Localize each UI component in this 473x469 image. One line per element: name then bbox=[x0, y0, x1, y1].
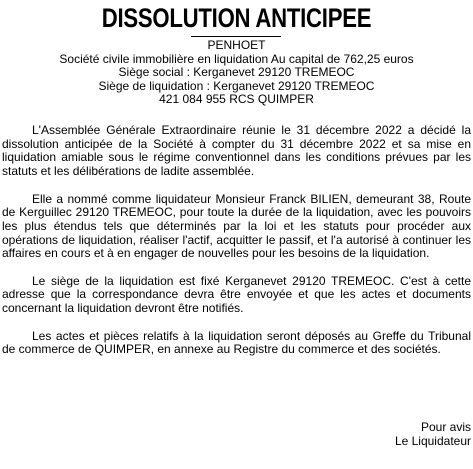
paragraph-dissolution: L'Assemblée Générale Extraordinaire réunie le 31 décembre 2022 a décidé la dissolution anticipée de la Société à compter du 31 décembre 2022 et sa mise en liquidation amiable sous le régime conventionnel dans les conditions prévues par les statuts et les délibérations de ladite assemblée. bbox=[2, 123, 471, 179]
company-header bbox=[0, 39, 473, 107]
paragraph-liquidator: Elle a nommé comme liquidateur Monsieur Franck BILIEN, demeurant 38, Route de Kerguillec 29120 TREMEOC, pour toute la durée de la liquidation, avec les pouvoirs les plus étendus tels que déterminés par la loi et les statuts pour procéder aux opérations de liquidation, réaliser l'actif, acquitter le passif, et l'a autorisé à continuer les affaires en cours et à en engager de nouvelles pour les besoins de la liquidation. bbox=[2, 191, 471, 261]
title-divider bbox=[191, 36, 281, 37]
registration-number: 421 084 955 RCS QUIMPER bbox=[159, 92, 314, 107]
notice-body bbox=[2, 124, 471, 371]
signature-pour-avis: Pour avis bbox=[420, 420, 471, 434]
company-name: PENHOET bbox=[207, 38, 266, 52]
paragraph-filing: Les actes et pièces relatifs à la liquidation seront déposés au Greffe du Tribunal de commerce de QUIMPER, en annexe au Registre du commerce et des sociétés. bbox=[2, 328, 471, 357]
notice-title: DISSOLUTION ANTICIPEE bbox=[101, 3, 372, 33]
paragraph-liquidation-seat: Le siège de la liquidation est fixé Kerganevet 29120 TREMEOC. C'est à cette adresse que la correspondance devra être envoyée et que les actes et documents concernant la liquidation devront être notifiés. bbox=[2, 273, 471, 316]
registered-office: Siège social : Kerganevet 29120 TREMEOC bbox=[118, 65, 355, 80]
signature-block bbox=[395, 421, 471, 448]
liquidation-office: Siège de liquidation : Kerganevet 29120 TREMEOC bbox=[98, 78, 375, 93]
signature-liquidator: Le Liquidateur bbox=[394, 433, 471, 448]
company-form: Société civile immobilière en liquidation Au capital de 762,25 euros bbox=[59, 51, 414, 66]
